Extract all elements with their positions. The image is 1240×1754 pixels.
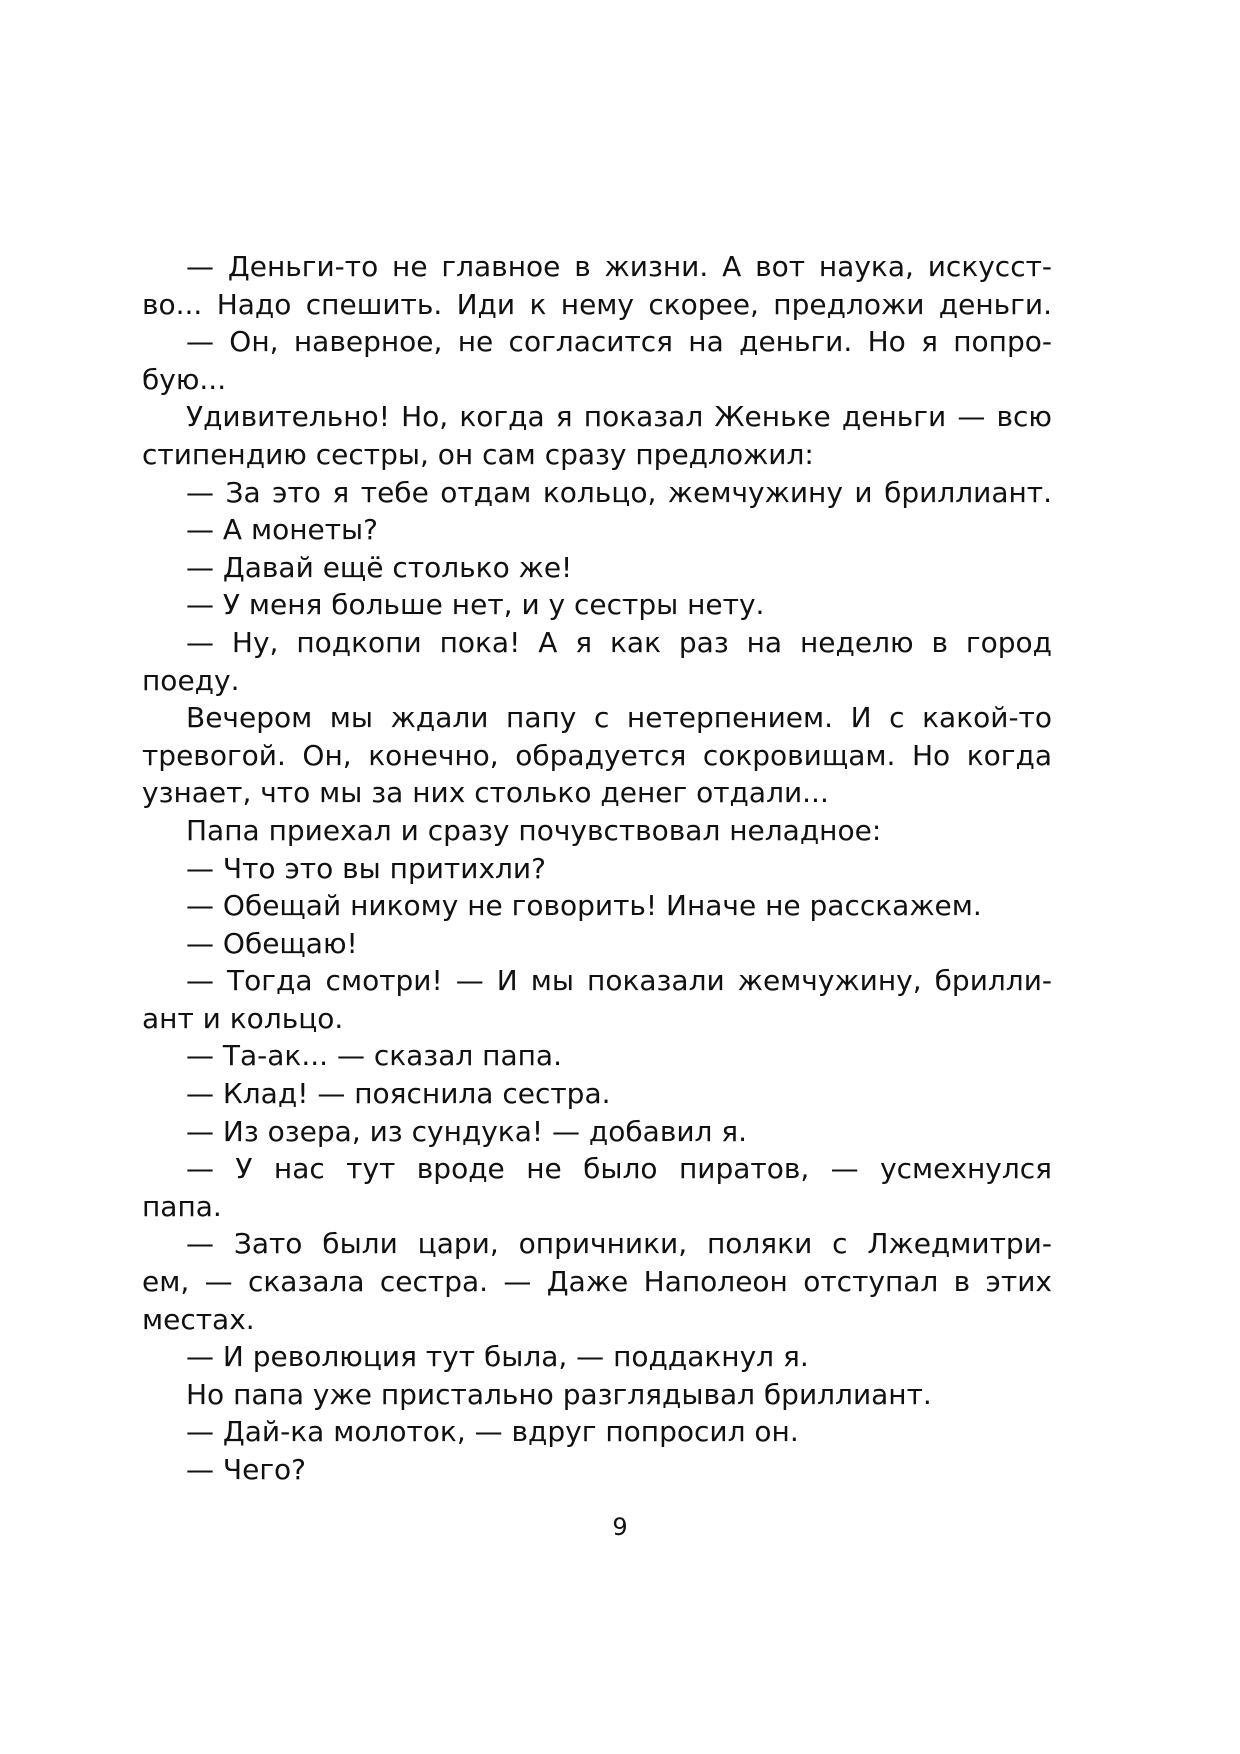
text-line: Удивительно! Но, когда я показал Женьке деньги — всю	[186, 400, 1052, 434]
text-line: — Обещай никому не говорить! Иначе не расскажем.	[186, 889, 982, 923]
text-line: — Зато были цари, опричники, поляки с Лжедмитри-	[186, 1227, 1052, 1261]
text-line: — Чего?	[186, 1453, 307, 1486]
text-line: — У меня больше нет, и у сестры нету.	[186, 588, 765, 622]
text-line: тревогой. Он, конечно, обрадуется сокровищам. Но когда	[142, 738, 1052, 772]
text-line: — Та-ак... — сказал папа.	[186, 1039, 562, 1073]
text-line: — Что это вы притихли?	[186, 851, 546, 885]
text-line: бую...	[142, 362, 227, 396]
text-line: Но папа уже пристально разглядывал бриллиант.	[186, 1377, 932, 1411]
text-line: Папа приехал и сразу почувствовал неладное:	[186, 813, 882, 847]
text-line: — Тогда смотри! — И мы показали жемчужину, брилли-	[186, 964, 1052, 998]
text-line: папа.	[142, 1189, 222, 1223]
text-line: — А монеты?	[186, 513, 379, 547]
text-line: — Обещаю!	[186, 926, 358, 960]
text-line: — У нас тут вроде не было пиратов, — усмехнулся	[186, 1152, 1052, 1186]
text-line: стипендию сестры, он сам сразу предложил:	[142, 437, 814, 471]
text-line: узнает, что мы за них столько денег отдали...	[142, 776, 829, 810]
text-line: — Давай ещё столько же!	[186, 550, 573, 584]
text-line: — Он, наверное, не согласится на деньги. Но я попро-	[186, 325, 1052, 359]
page-number: 9	[612, 1513, 628, 1541]
text-line: — Деньги-то не главное в жизни. А вот наука, искусст-	[186, 250, 1052, 283]
text-line: — Из озера, из сундука! — добавил я.	[186, 1114, 748, 1148]
text-line: — Клад! — пояснила сестра.	[186, 1077, 611, 1111]
text-line: Вечером мы ждали папу с нетерпением. И с какой-то	[186, 701, 1052, 735]
text-line: — Дай-ка молоток, — вдруг попросил он.	[186, 1415, 799, 1449]
text-line: местах.	[142, 1302, 255, 1336]
body-text	[142, 248, 1052, 1489]
text-line: — За это я тебе отдам кольцо, жемчужину и бриллиант.	[186, 475, 1052, 509]
text-line: — Ну, подкопи пока! А я как раз на неделю в город	[186, 625, 1052, 659]
text-line: ем, — сказала сестра. — Даже Наполеон отступал в этих	[142, 1265, 1052, 1299]
text-line: поеду.	[142, 663, 240, 697]
text-line: во... Надо спешить. Иди к нему скорее, предложи деньги.	[142, 287, 1052, 321]
text-line: ант и кольцо.	[142, 1001, 344, 1035]
text-line: — И революция тут была, — поддакнул я.	[186, 1340, 809, 1374]
